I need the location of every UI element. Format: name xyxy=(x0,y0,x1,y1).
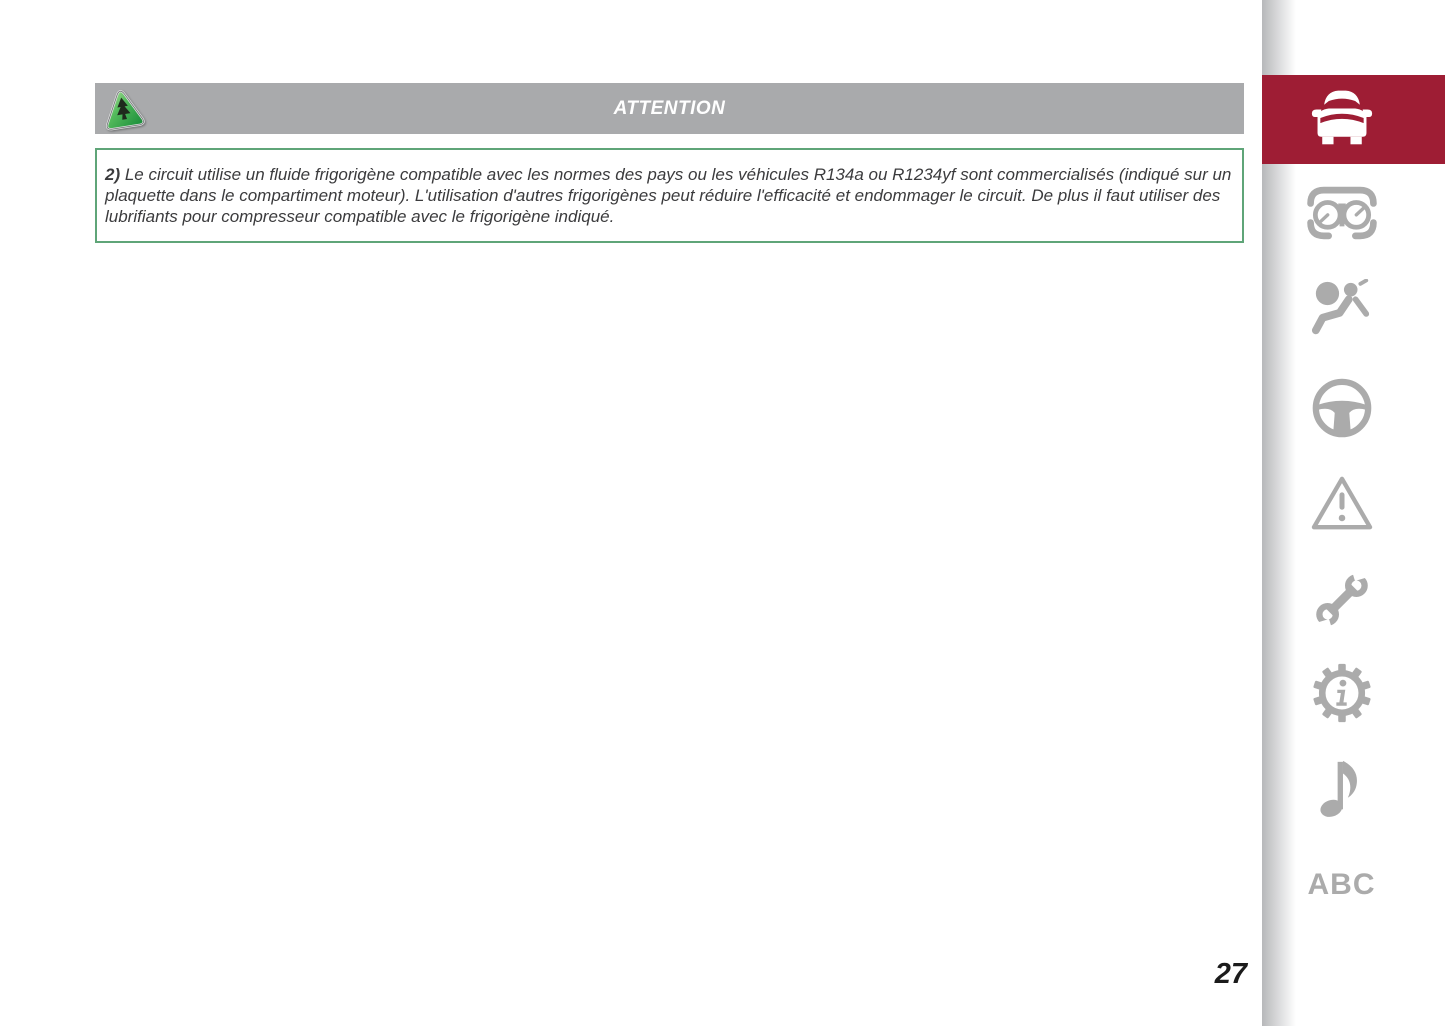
sidebar-tab-safety[interactable] xyxy=(1262,272,1445,352)
sidebar-tab-emergency[interactable] xyxy=(1262,465,1445,545)
airbag-icon xyxy=(1311,279,1373,346)
environment-triangle-icon xyxy=(100,86,146,132)
abc-label: ABC xyxy=(1307,868,1376,901)
gear-info-icon xyxy=(1310,661,1374,730)
note-text: Le circuit utilise un fluide frigorigène compatible avec les normes des pays ou les véhicules R134a ou R1234yf sont commercialisés (indiqué sur un plaquette dans le compartiment moteur). L'utilisation d'autres frigorigènes peut réduire l'efficacité et endommager le circuit. De plus il faut utiliser des lubrifiants pour compresseur compatible avec le frigorigène indiqué. xyxy=(105,165,1232,226)
sidebar-tab-multimedia[interactable] xyxy=(1262,750,1445,830)
sidebar-tab-car[interactable] xyxy=(1262,79,1445,159)
car-icon xyxy=(1310,88,1374,151)
warning-note-box xyxy=(95,148,1244,243)
attention-banner xyxy=(95,83,1244,134)
wrench-icon xyxy=(1311,569,1373,636)
sidebar-tab-driving[interactable] xyxy=(1262,370,1445,450)
page-number: 27 xyxy=(1214,958,1247,990)
sidebar-tab-maintenance[interactable] xyxy=(1262,562,1445,642)
steering-wheel-icon xyxy=(1311,377,1373,444)
sidebar-tab-technical-data[interactable] xyxy=(1262,655,1445,735)
music-note-icon xyxy=(1316,757,1368,824)
attention-title: ATTENTION xyxy=(613,97,726,119)
sidebar-tab-dashboard[interactable] xyxy=(1262,175,1445,255)
warning-triangle-icon xyxy=(1310,474,1374,537)
dashboard-gauges-icon xyxy=(1302,185,1382,246)
note-number: 2) xyxy=(105,165,121,184)
sidebar-tab-index[interactable] xyxy=(1262,845,1445,925)
